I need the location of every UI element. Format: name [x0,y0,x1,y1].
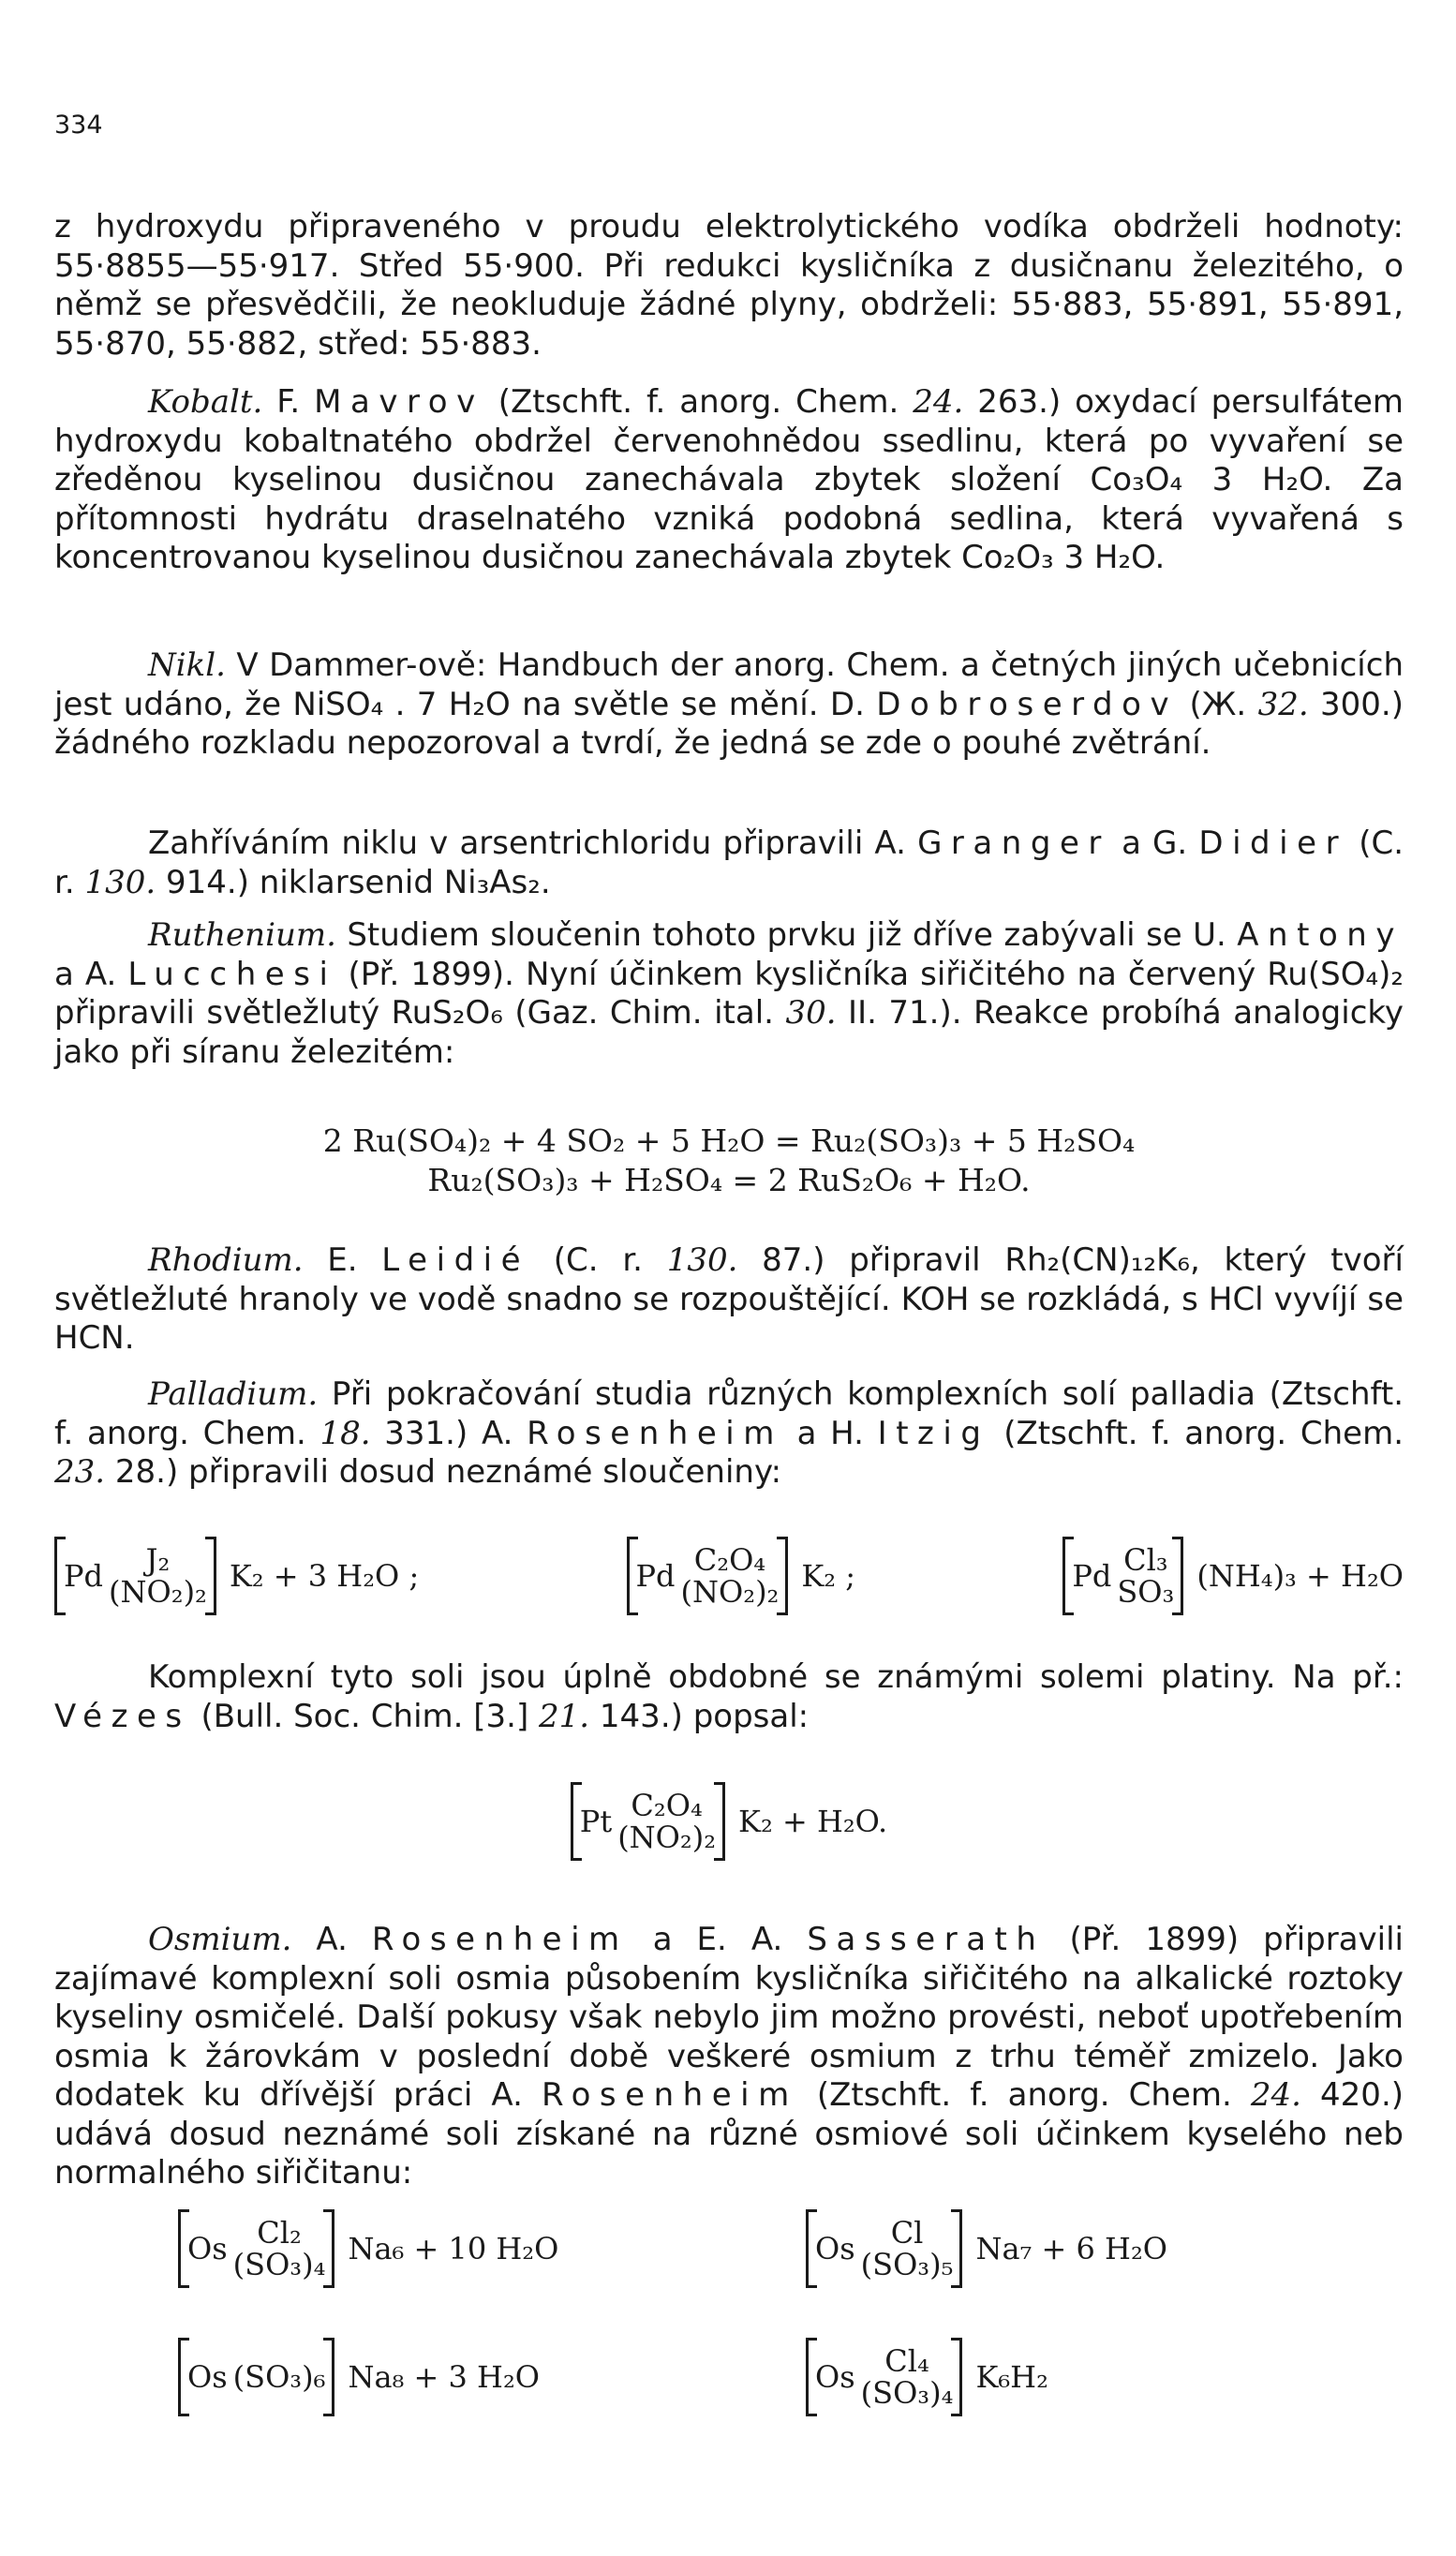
metal-symbol: Os [187,2359,228,2395]
author-name: Rosenheim [371,1921,629,1958]
formula-suffix: K₂ + 3 H₂O ; [229,1558,420,1594]
metal-symbol: Pd [64,1558,104,1594]
palladium-formulas [54,1537,1404,1615]
paragraph-platina [54,1658,1404,1736]
formula-suffix: Na₆ + 10 H₂O [348,2231,559,2266]
formula-suffix: K₆H₂ [975,2359,1048,2395]
metal-symbol: Os [187,2231,228,2266]
metal-symbol: Os [815,2359,855,2395]
paragraph-text: Studiem sloučenin tohoto prvku již dříve zabývali se U. [347,916,1226,954]
volume-number: 30. [785,994,837,1032]
formula: Co₃O₄ 3 H₂O. [1090,461,1333,498]
osmium-formula-3 [178,2338,540,2416]
metal-symbol: Pd [635,1558,676,1594]
volume-number: 21. [539,1697,590,1735]
paragraph-text: 300.) žádného rozkladu nepozoroval a tvrdí, že jedná se zde o pouhé zvětrání. [54,685,1404,762]
ligand-bottom: (SO₃)₄ [860,2375,954,2411]
paragraph-text: 28.) připravili dosud neznámé sloučeniny: [114,1453,782,1491]
complex-formula [1062,1537,1404,1615]
conjunction: a G. [1122,825,1188,862]
volume-number: 24. [913,383,964,421]
complex-formula [178,2338,540,2416]
paragraph-text: Na př.: [1292,1658,1404,1696]
osmium-formula-4 [806,2338,1048,2416]
paragraph-text: Za přítomnosti hydrátu draselnatého vzniká podobná sedlina, která vyvařená s koncentrovanou kyselinou dusičnou zanechávala zbytek [54,461,1404,576]
paragraph-text: 420.) udává dosud neznámé soli získané na různé osmiové soli účinkem kyselého neb normalného siřičitanu: [54,2076,1404,2192]
osmium-formula-1 [178,2209,558,2288]
reference: (Ztschft. f. anorg. Chem. [498,383,899,421]
complex-formula [178,2209,558,2288]
complex-formula [54,1537,419,1615]
author-name: Antony [1237,916,1404,954]
formula-suffix: Na₇ + 6 H₂O [975,2231,1167,2266]
paragraph-text: (Př. 1899) připravili zajímavé komplexní soli osmia působením kysličníka siřičitého na alkalické roztoky kyseliny osmičelé. Další pokusy však nebylo jim možno provésti, neboť upotřebením osmia k žárovkám v poslední době veškeré osmium z trhu téměř zmizelo. Jako dodatek ku dřívější práci A. [54,1921,1404,2114]
paragraph-text: (Př. 1899). Nyní účinkem kysličníka siřičitého na červený Ru(SO₄)₂ připravili světležlutý RuS₂O₆ (Gaz. Chim. ital. [54,955,1404,1032]
paragraph-osmium [54,1921,1404,2193]
author-name: Granger [917,825,1110,862]
ligand-top: Cl [890,2215,924,2251]
paragraph-kobalt [54,383,1404,578]
paragraph-nikl [54,646,1404,764]
complex-formula [806,2209,1167,2288]
section-head-osmium: Osmium. [148,1921,292,1958]
author-name: Lucchesi [127,955,337,993]
ligand-bottom: (SO₃)₅ [860,2247,954,2282]
ligand-top: C₂O₄ [693,1542,766,1578]
complex-formula [806,2338,1048,2416]
equation-1: 2 Ru(SO₄)₂ + 4 SO₂ + 5 H₂O = Ru₂(SO₃)₃ + 5 H₂SO₄ [322,1122,1136,1159]
section-head-nikl: Nikl. [148,646,226,684]
section-head-ruthenium: Ruthenium. [148,916,336,954]
paragraph-palladium [54,1375,1404,1493]
ligand-bottom: (NO₂)₂ [109,1574,207,1610]
volume-number: 130. [84,863,156,901]
equation-2: Ru₂(SO₃)₃ + H₂SO₄ = 2 RuS₂O₆ + H₂O. [427,1162,1031,1198]
author-name: Itzig [877,1414,990,1452]
author-name: Rosenheim [541,2076,798,2114]
paragraph-nikl-arsenid [54,825,1404,902]
metal-symbol: Pt [579,1804,613,1839]
section-head-kobalt: Kobalt. [148,383,263,421]
reference: (C. r. [553,1241,643,1279]
paragraph-text: 263.) oxydací persulfátem hydroxydu kobaltnatého obdržel červenohnědou ssedlinu, která po vyvaření se zředěnou kyselinou dusičnou zanechávala zbytek složení [54,383,1404,498]
formula: Co₂O₃ 3 H₂O. [961,539,1166,576]
volume-number: 32. [1257,685,1309,723]
paragraph-text: 87.) připravil Rh₂(CN)₁₂K₆, který tvoří světležluté hranoly ve vodě snadno se rozpouštějící. KOH se rozkládá, s HCl vyvíjí se HCN. [54,1241,1404,1357]
volume-number: 130. [666,1241,738,1279]
formula-suffix: Na₈ + 3 H₂O [348,2359,540,2395]
ligand-top: J₂ [145,1542,171,1578]
ligand-bottom: SO₃ [1117,1574,1175,1610]
volume-number: 23. [54,1453,106,1491]
volume-number: 18. [319,1414,371,1452]
paragraph-text: V Dammer-ově: Handbuch der anorg. Chem. a četných jiných učebnicích jest udáno, že NiSO₄ . 7 H₂O na světle se mění. D. [54,646,1404,723]
author-name: Dobroserdov [876,685,1179,723]
author-name: Didier [1198,825,1348,862]
reference: (Ztschft. f. anorg. Chem. [816,2076,1232,2114]
ligand-top: Cl₄ [884,2343,929,2379]
page-number: 334 [54,111,103,140]
author-name: Sasserath [807,1921,1046,1958]
paragraph-text: 143.) popsal: [599,1697,810,1735]
metal-symbol: Pd [1072,1558,1112,1594]
platinum-formula-row [54,1782,1404,1861]
paragraph-text: Zahříváním niklu v arsentrichloridu připravili A. [148,825,906,862]
conjunction: a E. A. [652,1921,783,1958]
formula-suffix: K₂ ; [801,1558,856,1594]
section-head-rhodium: Rhodium. [148,1241,304,1279]
paragraph-text: 331.) A. [384,1414,513,1452]
author-name: Leidié [381,1241,530,1279]
ligand-top: C₂O₄ [631,1788,703,1823]
paragraph-iron-values [54,208,1404,364]
ligand-bottom: (NO₂)₂ [680,1574,780,1610]
initial: F. [276,383,301,421]
ligand-bottom: (SO₃)₄ [232,2247,326,2282]
conjunction: a H. [796,1414,864,1452]
paragraph-text: (Ztschft. f. anorg. Chem. [1003,1414,1404,1452]
author-name: Vézes [54,1697,191,1735]
initial: A. [316,1921,348,1958]
reference: (C. r. [54,825,1404,901]
formula-suffix: (NH₄)₃ + H₂O [1196,1558,1404,1594]
ligand-bottom: (SO₃)₆ [232,2359,326,2395]
metal-symbol: Os [815,2231,855,2266]
paragraph-text: Komplexní tyto soli jsou úplně obdobné se známými solemi platiny. [148,1658,1276,1696]
paragraph-ruthenium [54,916,1404,1072]
volume-number: 24. [1250,2076,1301,2114]
reference: (Ж. [1189,685,1247,723]
conjunction: a A. [54,955,117,993]
paragraph-text: II. 71.). Reakce probíhá analogicky jako při síranu železitém: [54,994,1404,1071]
paragraph-text: z hydroxydu připraveného v proudu elektrolytického vodíka obdrželi hodnoty: 55·8855—55·917. Střed 55·900. Při redukci kysličníka z dusičnanu železitého, o němž se přesvědčili, že neokluduje žádné plyny, obdrželi: 55·883, 55·891, 55·891, 55·870, 55·882, střed: 55·883. [54,208,1404,363]
paragraph-text: Při pokračování studia různých komplexních solí palladia (Ztschft. f. anorg. Chem. [54,1375,1404,1452]
paragraph-text: 914.) niklarsenid Ni₃As₂. [166,863,551,901]
reference: (Bull. Soc. Chim. [3.] [201,1697,529,1735]
section-head-palladium: Palladium. [148,1375,319,1413]
complex-formula [571,1782,887,1861]
formula-suffix: K₂ + H₂O. [738,1804,888,1839]
ligand-bottom: (NO₂)₂ [617,1820,717,1855]
ligand-top: Cl₃ [1123,1542,1168,1578]
ligand-top: Cl₂ [257,2215,302,2251]
author-name: Rosenheim [527,1414,783,1452]
complex-formula [627,1537,856,1615]
author-name: Mavrov [314,383,484,421]
initial: E. [327,1241,358,1279]
osmium-formula-2 [806,2209,1167,2288]
paragraph-rhodium [54,1241,1404,1359]
